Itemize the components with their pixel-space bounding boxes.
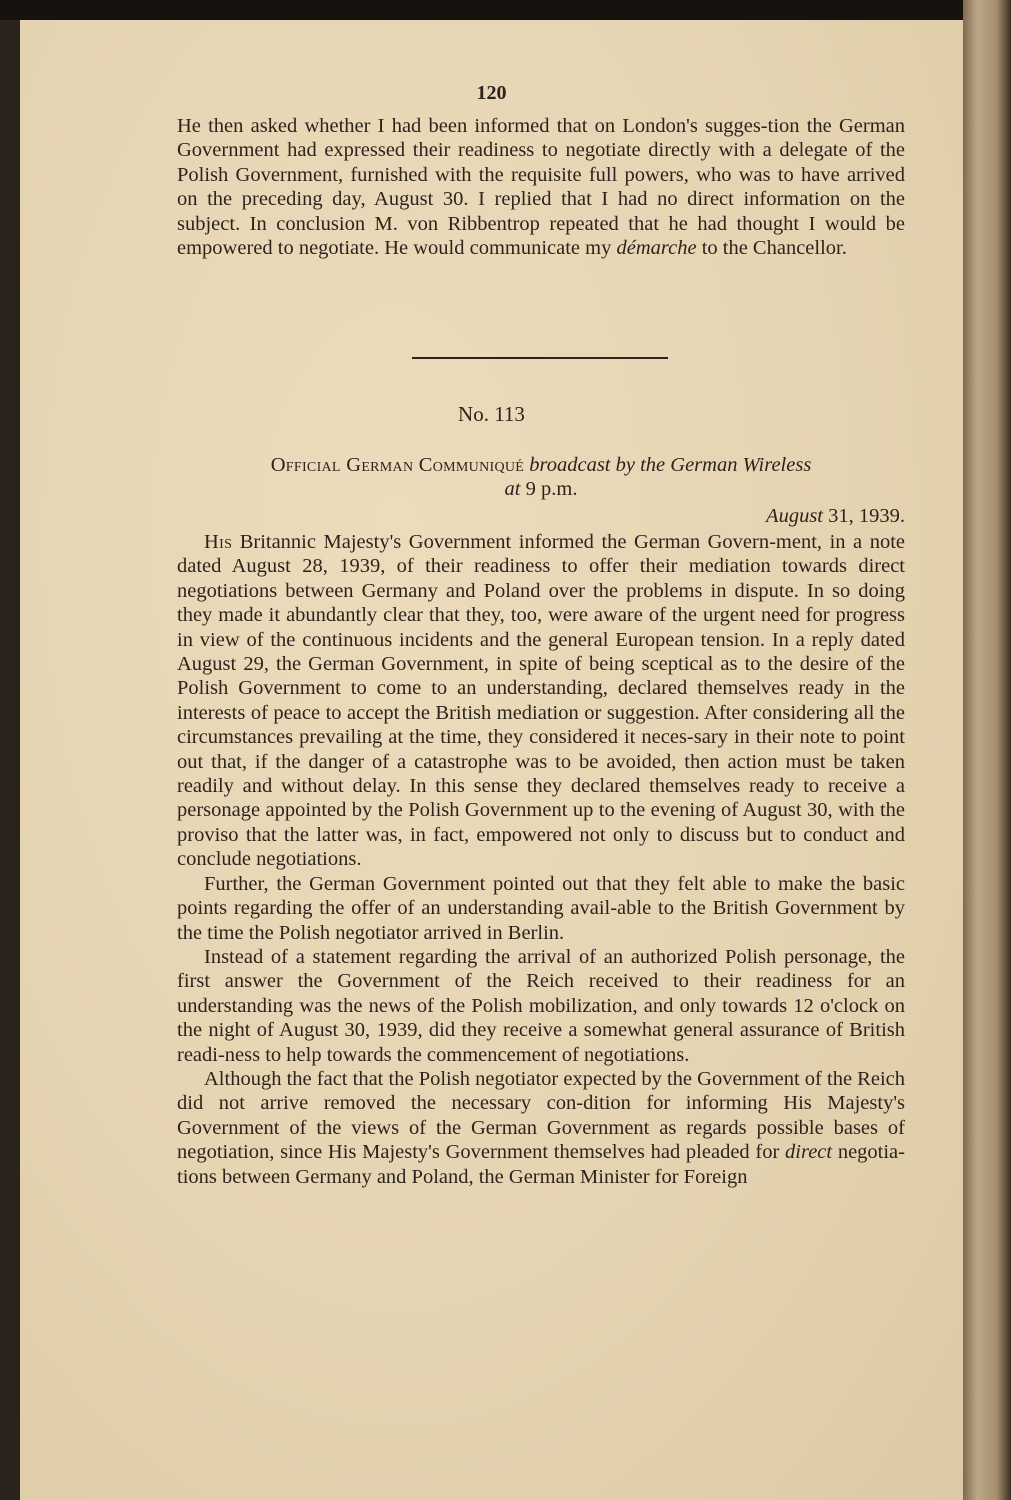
continuation-paragraph: [177, 114, 905, 260]
document-date: [177, 505, 905, 528]
heading-subtitle: broadcast by the German Wireless: [529, 454, 812, 476]
continuation-text-part-1: He then asked whether I had been informed that on London's sugges-tion the German Government had expressed their readiness to negotiate directly with a delegate of the Polish Government, furnished with the requisite full powers, who was to have arrived on the preceding day, August 30. I replied that I had no direct information on the subject. In conclusion M. von Ribbentrop repeated that he had thought I would be empowered to negotiate. He would communicate my: [177, 115, 905, 260]
body-paragraph-2: Further, the German Government pointed out that they felt able to make the basic points regarding the offer of an understanding avail-able to the British Government by the time the Polish negotiator arrived in Berlin.: [177, 872, 905, 944]
body-p4-text-1: Although the fact that the Polish negotiator expected by the Government of the Reich did not arrive removed the necessary con-dition for informing His Majesty's Government of the views of the German Government as regards possible bases of negotiation, since His Majesty's Government themselves had pleaded for: [177, 1067, 905, 1164]
document-number: No. 113: [458, 402, 525, 426]
date-rest: 31, 1939.: [828, 505, 905, 527]
heading-time: 9 p.m.: [525, 478, 578, 501]
body-paragraph-4: [177, 1067, 905, 1189]
continuation-text: [177, 114, 905, 260]
body-p1-lead: His: [204, 531, 233, 553]
heading-title: Official German Communiqué: [270, 454, 525, 476]
date-month: August: [766, 505, 823, 527]
body-p4-text-2: negotia-tions between Germany and Poland, the German Minister for Foreign: [177, 1141, 905, 1188]
page-number: 120: [476, 82, 507, 104]
book-spine-edge: [963, 0, 1011, 1500]
body-paragraph-3: Instead of a statement regarding the arrival of an authorized Polish personage, the first answer the Government of the Reich received to their readiness for an understanding was the news of the Polish mobilization, and only towards 12 o'clock on the night of August 30, 1939, did they receive a somewhat general assurance of British readi-ness to help towards the commencement of negotiations.: [177, 945, 905, 1066]
book-page: [20, 20, 963, 1500]
continuation-text-part-2: to the Chancellor.: [696, 237, 847, 260]
scan-top-edge: [0, 0, 1011, 20]
body-paragraph-1: [177, 530, 905, 872]
body-p1-text: Britannic Majesty's Government informed the German Govern-ment, in a note dated August 28, 1939, of their readiness to offer their mediation towards direct negotiations between Germany and Poland over the problems in dispute. In so doing they made it abundantly clear that they, too, were aware of the urgent need for progress in view of the continuous incidents and the general European tension. In a reply dated August 29, the German Government, in spite of being sceptical as to the desire of the Polish Government to come to an understanding, declared themselves ready in the interests of peace to accept the British mediation or suggestion. After considering all the circumstances prevailing at the time, they considered it neces-sary in their note to point out that, if the danger of a catastrophe was to be avoided, then action must be taken readily and without delay. In this sense they declared themselves ready to receive a personage appointed by the Polish Government up to the evening of August 30, with the proviso that the latter was, in fact, empowered not only to discuss but to conduct and conclude negotiations.: [177, 531, 905, 871]
heading-at: at: [504, 478, 521, 501]
document-heading: [177, 453, 905, 502]
section-divider: [412, 357, 668, 359]
document-body: [177, 530, 905, 1189]
body-p4-italic: direct: [785, 1141, 833, 1164]
continuation-italic-word: démarche: [616, 237, 697, 260]
